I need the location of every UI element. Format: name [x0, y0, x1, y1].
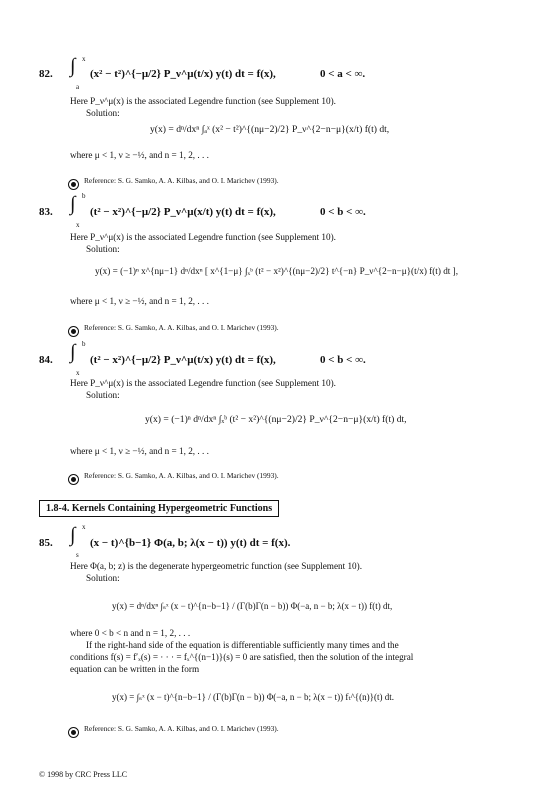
equation-domain: 0 < b < ∞.: [320, 206, 366, 218]
solution-label: Solution:: [86, 108, 120, 118]
equation-number: 83.: [39, 206, 53, 218]
reference-icon: [68, 723, 79, 741]
function-note: Here P_ν^μ(x) is the associated Legendre function (see Supplement 10).: [70, 232, 336, 242]
equation-domain: 0 < a < ∞.: [320, 68, 366, 80]
solution-label: Solution:: [86, 390, 120, 400]
integral-sign: ∫: [70, 193, 76, 215]
integral-upper-limit: b: [82, 340, 86, 348]
paragraph-line: If the right-hand side of the equation is differentiable sufficiently many times and the: [86, 640, 399, 650]
solution-formula: y(x) = (−1)ⁿ x^{nμ−1} dⁿ/dxⁿ [ x^{1−μ} ∫ₓᵇ (t² − x²)^{(nμ−2)/2} t^{−n} P_ν^{2−n−μ}(t/x) f(t) dt ],: [95, 266, 459, 276]
paragraph-line: equation can be written in the form: [70, 664, 200, 674]
integral-upper-limit: x: [82, 55, 86, 63]
copyright-footer: © 1998 by CRC Press LLC: [39, 770, 128, 779]
reference-icon: [68, 470, 79, 488]
function-note: Here Φ(a, b; z) is the degenerate hypergeometric function (see Supplement 10).: [70, 561, 363, 571]
solution-formula: y(x) = (−1)ⁿ dⁿ/dxⁿ ∫ₓᵇ (t² − x²)^{(nμ−2)/2} P_ν^{2−n−μ}(x/t) f(t) dt,: [145, 414, 407, 425]
equation-number: 85.: [39, 537, 53, 549]
integral-lower-limit: a: [76, 83, 80, 91]
function-note: Here P_ν^μ(x) is the associated Legendre function (see Supplement 10).: [70, 378, 336, 388]
solution-formula: y(x) = ∫ₛˣ (x − t)^{n−b−1} / (Γ(b)Γ(n − b)) Φ(−a, n − b; λ(x − t)) fₜ^{(n)}(t) dt.: [112, 692, 394, 702]
equation-domain: 0 < b < ∞.: [320, 354, 366, 366]
solution-formula: y(x) = dⁿ/dxⁿ ∫ₛˣ (x − t)^{n−b−1} / (Γ(b)Γ(n − b)) Φ(−a, n − b; λ(x − t)) f(t) dt,: [112, 601, 393, 611]
integral-sign: ∫: [70, 341, 76, 363]
parameter-conditions: where μ < 1, ν ≥ −½, and n = 1, 2, . . .: [70, 446, 209, 456]
parameter-conditions: where 0 < b < n and n = 1, 2, . . .: [70, 628, 191, 638]
integral-upper-limit: b: [82, 192, 86, 200]
integral-sign: ∫: [70, 524, 76, 546]
reference-icon: [68, 322, 79, 340]
integral-equation: (x − t)^{b−1} Φ(a, b; λ(x − t)) y(t) dt = f(x).: [90, 537, 291, 549]
parameter-conditions: where μ < 1, ν ≥ −½, and n = 1, 2, . . .: [70, 296, 209, 306]
solution-label: Solution:: [86, 573, 120, 583]
section-heading: 1.8-4. Kernels Containing Hypergeometric Functions: [39, 500, 279, 517]
reference-text: Reference: S. G. Samko, A. A. Kilbas, and O. I. Marichev (1993).: [84, 724, 279, 733]
function-note: Here P_ν^μ(x) is the associated Legendre function (see Supplement 10).: [70, 96, 336, 106]
reference-text: Reference: S. G. Samko, A. A. Kilbas, and O. I. Marichev (1993).: [84, 323, 279, 332]
integral-lower-limit: x: [76, 369, 80, 377]
integral-equation: (x² − t²)^{−μ/2} P_ν^μ(t/x) y(t) dt = f(x),: [90, 68, 276, 80]
paragraph-line: conditions f(s) = f′ₓ(s) = · · · = fₓ^{(n−1)}(s) = 0 are satisfied, then the solution of the integral: [70, 652, 414, 662]
reference-icon: [68, 175, 79, 193]
integral-sign: ∫: [70, 55, 76, 77]
integral-lower-limit: x: [76, 221, 80, 229]
reference-text: Reference: S. G. Samko, A. A. Kilbas, and O. I. Marichev (1993).: [84, 176, 279, 185]
parameter-conditions: where μ < 1, ν ≥ −½, and n = 1, 2, . . .: [70, 150, 209, 160]
integral-upper-limit: x: [82, 523, 86, 531]
solution-formula: y(x) = dⁿ/dxⁿ ∫ₐˣ (x² − t²)^{(nμ−2)/2} P_ν^{2−n−μ}(x/t) f(t) dt,: [150, 124, 390, 135]
integral-lower-limit: s: [76, 551, 79, 559]
integral-equation: (t² − x²)^{−μ/2} P_ν^μ(t/x) y(t) dt = f(x),: [90, 354, 276, 366]
equation-number: 82.: [39, 68, 53, 80]
solution-label: Solution:: [86, 244, 120, 254]
reference-text: Reference: S. G. Samko, A. A. Kilbas, and O. I. Marichev (1993).: [84, 471, 279, 480]
equation-number: 84.: [39, 354, 53, 366]
integral-equation: (t² − x²)^{−μ/2} P_ν^μ(x/t) y(t) dt = f(x),: [90, 206, 276, 218]
